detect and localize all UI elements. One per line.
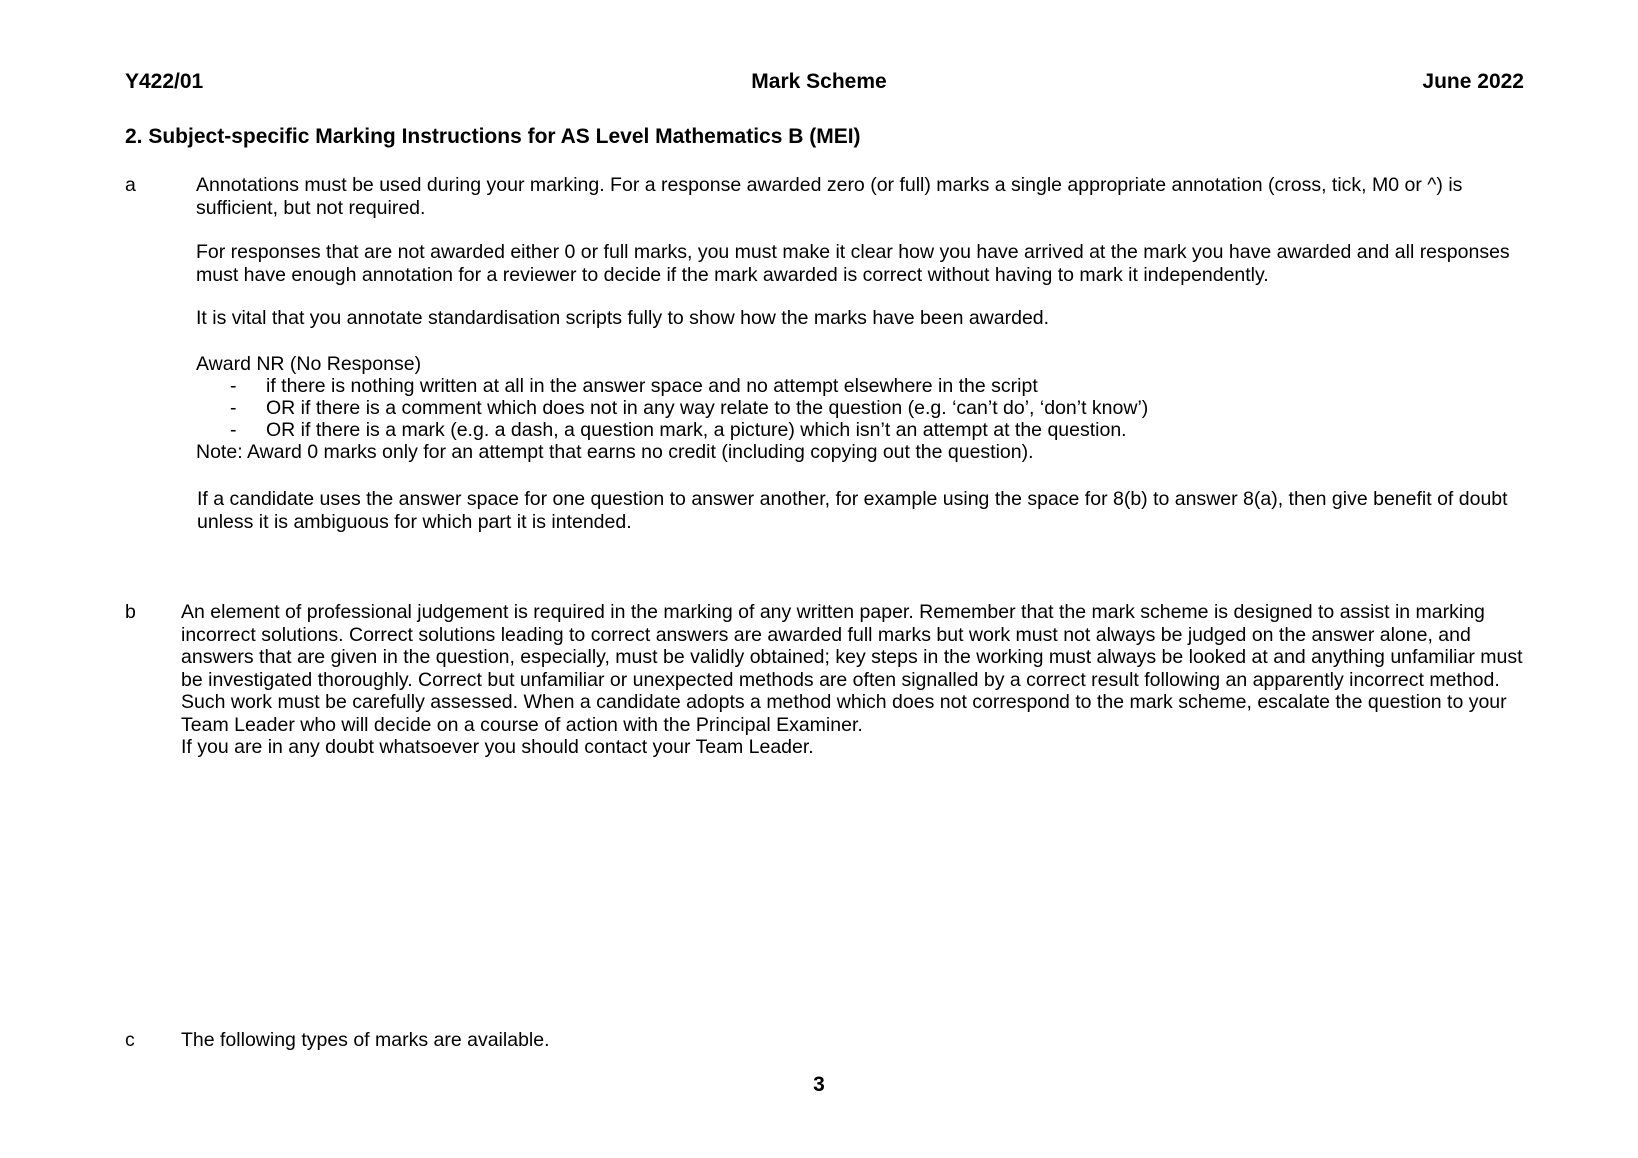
document-date: June 2022	[1422, 70, 1524, 93]
document-title: Mark Scheme	[751, 70, 887, 93]
page-number: 3	[813, 1073, 825, 1096]
item-b-letter: b	[125, 601, 136, 623]
nr-note: Note: Award 0 marks only for an attempt that earns no credit (including copying out the question).	[196, 441, 1034, 463]
section-heading: 2. Subject-specific Marking Instructions for AS Level Mathematics B (MEI)	[125, 125, 861, 148]
nr-item-3: OR if there is a mark (e.g. a dash, a question mark, a picture) which isn’t an attempt at the question.	[266, 419, 1127, 441]
item-c-letter: c	[125, 1029, 135, 1051]
list-bullet: -	[230, 419, 237, 441]
item-b-paragraph-1: An element of professional judgement is required in the marking of any written paper. Remember that the mark scheme is designed to assist in marking incorrect solutions. Correct solutions leading to correct answers are awarded full marks but work must not always be judged on the answer alone, and answers that are given in the question, especially, must be validly obtained; key steps in the working must always be looked at and anything unfamiliar must be investigated thoroughly. Correct but unfamiliar or unexpected methods are often signalled by a correct result following an apparently incorrect method. Such work must be carefully assessed. When a candidate adopts a method which does not correspond to the mark scheme, escalate the question to your Team Leader who will decide on a course of action with the Principal Examiner.	[181, 601, 1523, 736]
item-a-letter: a	[125, 174, 136, 196]
item-b-paragraph-2: If you are in any doubt whatsoever you should contact your Team Leader.	[181, 736, 814, 758]
list-bullet: -	[230, 375, 237, 397]
item-c-paragraph-1: The following types of marks are available.	[181, 1029, 550, 1051]
item-a-paragraph-2: For responses that are not awarded either 0 or full marks, you must make it clear how you have arrived at the mark you have awarded and all responses must have enough annotation for a reviewer to decide if the mark awarded is correct without having to mark it independently.	[196, 241, 1510, 286]
nr-item-2: OR if there is a comment which does not in any way relate to the question (e.g. ‘can’t do’, ‘don’t know’)	[266, 397, 1149, 419]
item-a-paragraph-3: It is vital that you annotate standardisation scripts fully to show how the marks have been awarded.	[196, 307, 1050, 329]
nr-title: Award NR (No Response)	[196, 353, 422, 375]
item-a-paragraph-4: If a candidate uses the answer space for one question to answer another, for example using the space for 8(b) to answer 8(a), then give benefit of doubt unless it is ambiguous for which part it is intended.	[197, 488, 1508, 533]
document-code: Y422/01	[125, 70, 204, 93]
item-a-paragraph-1: Annotations must be used during your marking. For a response awarded zero (or full) marks a single appropriate annotation (cross, tick, M0 or ^) is sufficient, but not required.	[196, 174, 1463, 219]
list-bullet: -	[230, 397, 237, 419]
nr-item-1: if there is nothing written at all in the answer space and no attempt elsewhere in the script	[266, 375, 1038, 397]
